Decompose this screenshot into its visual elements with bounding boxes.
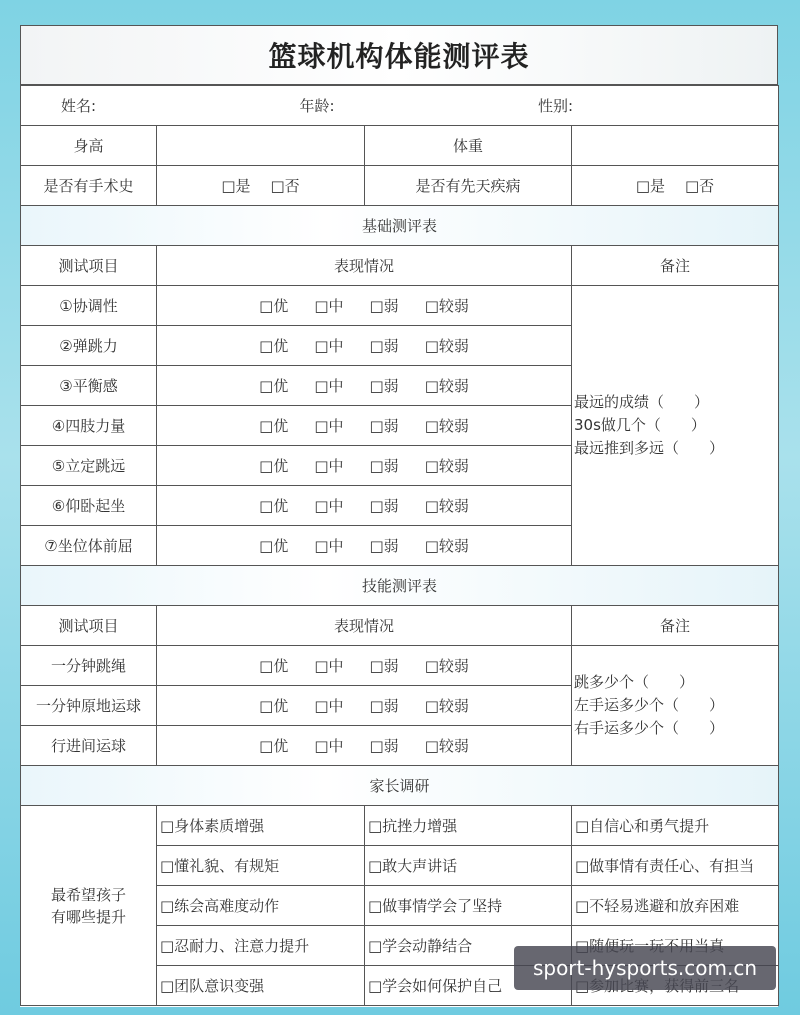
basic-item-label: ③平衡感 [21, 366, 157, 406]
gender-label: 性别: [537, 97, 573, 115]
grade-weaker-checkbox[interactable]: □较弱 [424, 377, 469, 395]
grade-weak-checkbox[interactable]: □弱 [369, 297, 399, 315]
evaluation-sheet [20, 25, 778, 1007]
note-line: 30s做几个（ ） [574, 416, 706, 434]
grade-excellent-checkbox[interactable]: □优 [259, 697, 289, 715]
parent-option-checkbox[interactable]: □不轻易逃避和放弃困难 [572, 886, 779, 926]
grade-medium-checkbox[interactable]: □中 [314, 497, 344, 515]
parent-option-checkbox[interactable]: □懂礼貌、有规矩 [157, 846, 365, 886]
basic-item-label: ⑦坐位体前屈 [21, 526, 157, 566]
parent-section-title: 家长调研 [21, 766, 779, 806]
grade-weak-checkbox[interactable]: □弱 [369, 457, 399, 475]
grade-options [157, 686, 572, 726]
height-weight-row [21, 126, 779, 166]
table-row [21, 806, 779, 846]
height-field[interactable] [157, 126, 365, 166]
surgery-no-checkbox[interactable]: □否 [270, 177, 300, 195]
basic-item-label: ④四肢力量 [21, 406, 157, 446]
congenital-yes-checkbox[interactable]: □是 [635, 177, 665, 195]
table-row [21, 646, 779, 686]
grade-excellent-checkbox[interactable]: □优 [259, 337, 289, 355]
grade-weaker-checkbox[interactable]: □较弱 [424, 737, 469, 755]
congenital-no-checkbox[interactable]: □否 [685, 177, 715, 195]
age-label: 年龄: [299, 97, 335, 115]
basic-header-row [21, 246, 779, 286]
grade-excellent-checkbox[interactable]: □优 [259, 497, 289, 515]
congenital-label: 是否有先天疾病 [365, 166, 572, 206]
grade-medium-checkbox[interactable]: □中 [314, 377, 344, 395]
parent-option-checkbox[interactable]: □做事情有责任心、有担当 [572, 846, 779, 886]
grade-weaker-checkbox[interactable]: □较弱 [424, 497, 469, 515]
grade-options [157, 406, 572, 446]
grade-weak-checkbox[interactable]: □弱 [369, 697, 399, 715]
skill-item-label: 一分钟跳绳 [21, 646, 157, 686]
parent-option-checkbox[interactable]: □抗挫力增强 [365, 806, 572, 846]
note-line: 左手运多少个（ ） [574, 696, 725, 714]
note-line: 最远的成绩（ ） [574, 393, 710, 411]
parent-option-checkbox[interactable]: □做事情学会了坚持 [365, 886, 572, 926]
basic-notes [572, 286, 779, 566]
skill-item-label: 一分钟原地运球 [21, 686, 157, 726]
parent-option-checkbox[interactable]: □忍耐力、注意力提升 [157, 926, 365, 966]
evaluation-table [20, 85, 779, 1006]
parent-option-checkbox[interactable]: □学会如何保护自己 [365, 966, 572, 1006]
grade-weak-checkbox[interactable]: □弱 [369, 537, 399, 555]
grade-options [157, 286, 572, 326]
grade-medium-checkbox[interactable]: □中 [314, 297, 344, 315]
parent-option-checkbox[interactable]: □敢大声讲话 [365, 846, 572, 886]
height-label: 身高 [21, 126, 157, 166]
watermark: sport-hysports.com.cn [514, 946, 776, 990]
grade-medium-checkbox[interactable]: □中 [314, 697, 344, 715]
surgery-label: 是否有手术史 [21, 166, 157, 206]
basic-section-title: 基础测评表 [21, 206, 779, 246]
basic-item-label: ⑤立定跳远 [21, 446, 157, 486]
grade-medium-checkbox[interactable]: □中 [314, 457, 344, 475]
grade-weaker-checkbox[interactable]: □较弱 [424, 657, 469, 675]
grade-options [157, 486, 572, 526]
grade-medium-checkbox[interactable]: □中 [314, 417, 344, 435]
grade-weaker-checkbox[interactable]: □较弱 [424, 537, 469, 555]
table-row [21, 286, 779, 326]
parent-option-checkbox[interactable]: □学会动静结合 [365, 926, 572, 966]
basic-item-label: ⑥仰卧起坐 [21, 486, 157, 526]
skill-col-item: 测试项目 [21, 606, 157, 646]
grade-weaker-checkbox[interactable]: □较弱 [424, 297, 469, 315]
skill-section-row [21, 566, 779, 606]
skill-header-row [21, 606, 779, 646]
basic-col-note: 备注 [572, 246, 779, 286]
parent-option-checkbox[interactable]: □自信心和勇气提升 [572, 806, 779, 846]
grade-options [157, 646, 572, 686]
grade-options [157, 526, 572, 566]
parent-question [21, 806, 157, 1006]
grade-options [157, 326, 572, 366]
parent-question-line: 有哪些提升 [50, 907, 126, 926]
grade-medium-checkbox[interactable]: □中 [314, 337, 344, 355]
surgery-options [157, 166, 365, 206]
parent-section-row [21, 766, 779, 806]
grade-excellent-checkbox[interactable]: □优 [259, 297, 289, 315]
skill-col-perf: 表现情况 [157, 606, 572, 646]
basic-item-label: ①协调性 [21, 286, 157, 326]
surgery-yes-checkbox[interactable]: □是 [221, 177, 251, 195]
note-line: 跳多少个（ ） [574, 673, 695, 691]
grade-weak-checkbox[interactable]: □弱 [369, 377, 399, 395]
grade-options [157, 446, 572, 486]
grade-weak-checkbox[interactable]: □弱 [369, 497, 399, 515]
parent-option-checkbox[interactable]: □团队意识变强 [157, 966, 365, 1006]
grade-weak-checkbox[interactable]: □弱 [369, 657, 399, 675]
grade-medium-checkbox[interactable]: □中 [314, 657, 344, 675]
grade-options [157, 366, 572, 406]
parent-question-line: 最希望孩子 [50, 885, 126, 904]
history-row [21, 166, 779, 206]
parent-option-checkbox[interactable]: □身体素质增强 [157, 806, 365, 846]
parent-option-checkbox[interactable]: □练会高难度动作 [157, 886, 365, 926]
grade-excellent-checkbox[interactable]: □优 [259, 377, 289, 395]
grade-options [157, 726, 572, 766]
info-row [21, 86, 779, 126]
grade-excellent-checkbox[interactable]: □优 [259, 737, 289, 755]
grade-medium-checkbox[interactable]: □中 [314, 537, 344, 555]
grade-excellent-checkbox[interactable]: □优 [259, 657, 289, 675]
grade-weaker-checkbox[interactable]: □较弱 [424, 457, 469, 475]
skill-notes [572, 646, 779, 766]
note-line: 右手运多少个（ ） [574, 719, 725, 737]
grade-excellent-checkbox[interactable]: □优 [259, 457, 289, 475]
skill-item-label: 行进间运球 [21, 726, 157, 766]
basic-section-row [21, 206, 779, 246]
weight-field[interactable] [572, 126, 779, 166]
grade-weaker-checkbox[interactable]: □较弱 [424, 337, 469, 355]
congenital-options [572, 166, 779, 206]
grade-weak-checkbox[interactable]: □弱 [369, 417, 399, 435]
grade-weaker-checkbox[interactable]: □较弱 [424, 417, 469, 435]
page-title: 篮球机构体能测评表 [20, 25, 778, 85]
note-line: 最远推到多远（ ） [574, 439, 725, 457]
basic-col-perf: 表现情况 [157, 246, 572, 286]
grade-weak-checkbox[interactable]: □弱 [369, 737, 399, 755]
basic-col-item: 测试项目 [21, 246, 157, 286]
weight-label: 体重 [365, 126, 572, 166]
skill-section-title: 技能测评表 [21, 566, 779, 606]
skill-col-note: 备注 [572, 606, 779, 646]
grade-weaker-checkbox[interactable]: □较弱 [424, 697, 469, 715]
grade-excellent-checkbox[interactable]: □优 [259, 537, 289, 555]
name-label: 姓名: [61, 97, 97, 115]
grade-excellent-checkbox[interactable]: □优 [259, 417, 289, 435]
grade-medium-checkbox[interactable]: □中 [314, 737, 344, 755]
basic-item-label: ②弹跳力 [21, 326, 157, 366]
grade-weak-checkbox[interactable]: □弱 [369, 337, 399, 355]
